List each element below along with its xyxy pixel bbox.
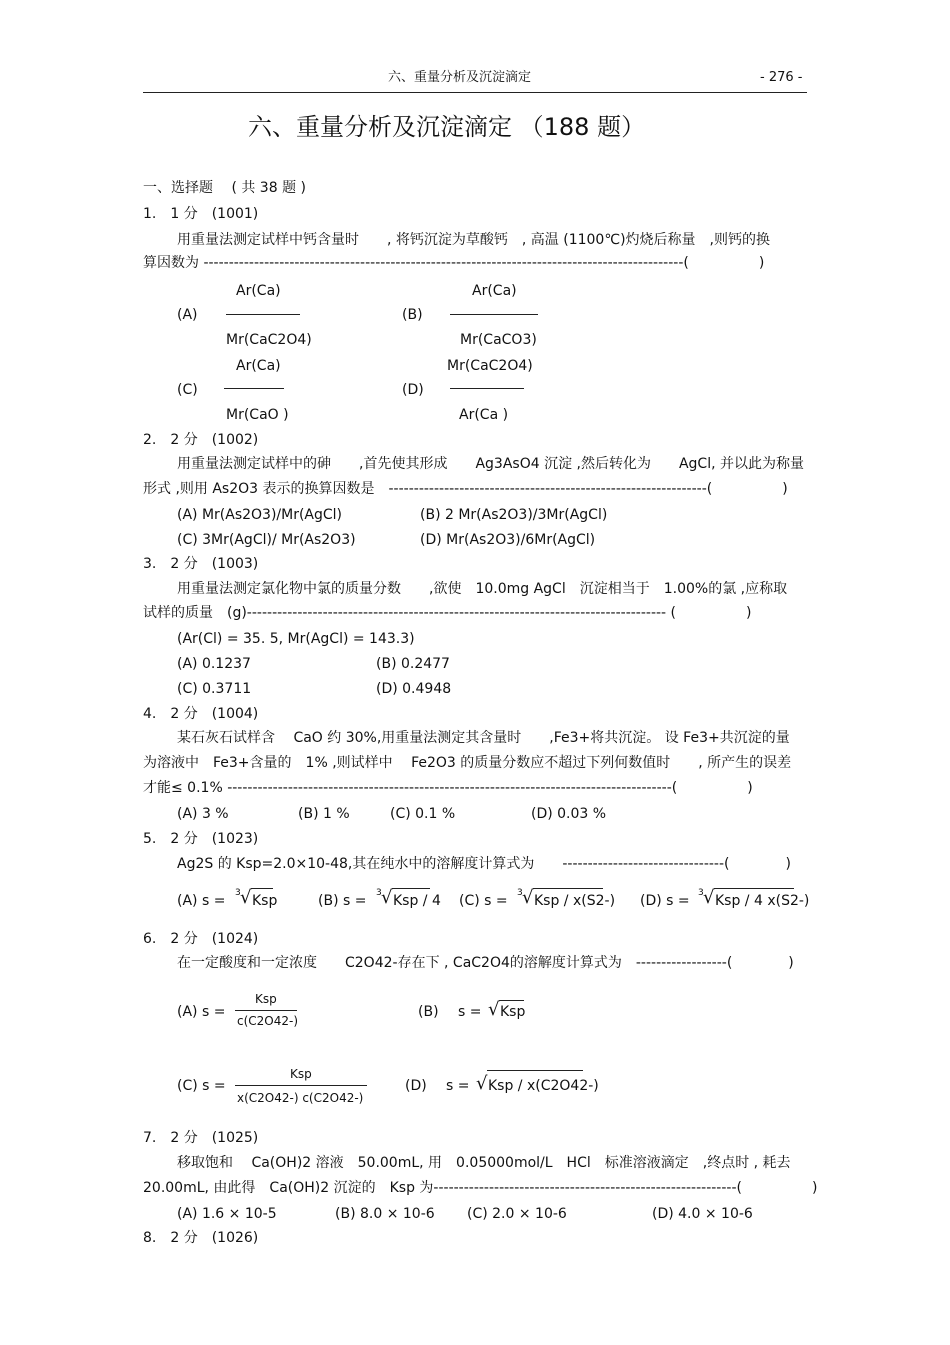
q4-option-a: (A) 3 % bbox=[177, 806, 229, 822]
q6-option-a-numerator: Ksp bbox=[255, 992, 277, 1006]
q1-option-a-denominator: Mr(CaC2O4) bbox=[226, 332, 312, 348]
q6-option-b-s: s = bbox=[458, 1004, 482, 1020]
q3-heading: 3. 2 分 (1003) bbox=[143, 556, 259, 572]
q2-option-a: (A) Mr(As2O3)/Mr(AgCl) bbox=[177, 507, 343, 523]
q6-stem-line1: 在一定酸度和一定浓度 C2O42-存在下 , CaC2O4的溶解度计算式为 ------------------( ) bbox=[177, 955, 794, 971]
q7-option-b: (B) 8.0 × 10-6 bbox=[335, 1206, 435, 1222]
q3-option-d: (D) 0.4948 bbox=[376, 681, 452, 697]
q1-option-b-fraction-bar bbox=[450, 314, 538, 315]
q5-option-d-label: (D) s = bbox=[640, 893, 690, 909]
q6-option-b-label: (B) bbox=[418, 1004, 439, 1020]
q4-heading: 4. 2 分 (1004) bbox=[143, 706, 259, 722]
q4-stem-line3: 才能≤ 0.1% ----------------------------------------------------------------------------------------( ) bbox=[143, 780, 753, 796]
q5-option-a-radical-bar bbox=[251, 888, 273, 889]
q5-option-d-radical-icon: √ bbox=[703, 887, 715, 908]
q1-stem-line2: 算因数为 -----------------------------------------------------------------------------------------------( ) bbox=[143, 255, 765, 271]
q7-stem-line2: 20.00mL, 由此得 Ca(OH)2 沉淀的 Ksp 为------------------------------------------------------------( ) bbox=[143, 1180, 818, 1196]
q5-option-b-radical-icon: √ bbox=[381, 887, 393, 908]
q6-option-a-denominator: c(C2O42-) bbox=[237, 1014, 299, 1028]
q6-option-d-radical-bar bbox=[487, 1070, 583, 1071]
q5-stem-line1: Ag2S 的 Ksp=2.0×10-48,其在纯水中的溶解度计算式为 --------------------------------( ) bbox=[177, 856, 791, 872]
q5-option-d-radical-bar bbox=[714, 888, 794, 889]
q7-option-a: (A) 1.6 × 10-5 bbox=[177, 1206, 277, 1222]
q4-option-b: (B) 1 % bbox=[298, 806, 350, 822]
q5-option-d-radicand: Ksp / 4 x(S2-) bbox=[715, 893, 810, 909]
q1-option-d-fraction-bar bbox=[450, 388, 524, 389]
q1-option-d-denominator: Ar(Ca ) bbox=[459, 407, 509, 423]
q7-heading: 7. 2 分 (1025) bbox=[143, 1130, 259, 1146]
q5-option-c-radical-bar bbox=[533, 888, 603, 889]
q1-option-a-numerator: Ar(Ca) bbox=[236, 283, 281, 299]
q5-option-c-radicand: Ksp / x(S2-) bbox=[534, 893, 616, 909]
q6-option-c-numerator: Ksp bbox=[290, 1067, 312, 1081]
q6-option-d-s: s = bbox=[446, 1078, 470, 1094]
q2-option-c: (C) 3Mr(AgCl)/ Mr(As2O3) bbox=[177, 532, 356, 548]
q1-option-c-label: (C) bbox=[177, 382, 198, 398]
q5-option-a-radical-icon: √ bbox=[240, 887, 252, 908]
q3-stem-line2: 试样的质量 (g)----------------------------------------------------------------------------------- ( ) bbox=[143, 605, 752, 621]
header-rule bbox=[143, 92, 807, 93]
q1-heading: 1. 1 分 (1001) bbox=[143, 206, 259, 222]
q5-option-a-root-index: 3 bbox=[235, 888, 241, 898]
q1-option-a-label: (A) bbox=[177, 307, 198, 323]
q1-option-c-denominator: Mr(CaO ) bbox=[226, 407, 289, 423]
q6-option-d-radical-icon: √ bbox=[476, 1073, 488, 1094]
q5-option-b-root-index: 3 bbox=[376, 888, 382, 898]
q4-option-d: (D) 0.03 % bbox=[531, 806, 607, 822]
q3-option-a: (A) 0.1237 bbox=[177, 656, 251, 672]
q3-given-data: (Ar(Cl) = 35. 5, Mr(AgCl) = 143.3) bbox=[177, 631, 415, 647]
q5-option-a-radicand: Ksp bbox=[252, 893, 278, 909]
q6-option-b-radicand: Ksp bbox=[500, 1004, 526, 1020]
q6-option-b-radical-icon: √ bbox=[488, 999, 500, 1020]
q5-option-b-radicand: Ksp / 4 bbox=[393, 893, 441, 909]
q6-option-a-label: (A) s = bbox=[177, 1004, 226, 1020]
q7-option-c: (C) 2.0 × 10-6 bbox=[467, 1206, 567, 1222]
q6-option-d-radicand: Ksp / x(C2O42-) bbox=[488, 1078, 599, 1094]
page-title: 六、重量分析及沉淀滴定 （188 题） bbox=[248, 113, 646, 141]
q6-heading: 6. 2 分 (1024) bbox=[143, 931, 259, 947]
q1-option-d-label: (D) bbox=[402, 382, 424, 398]
q6-option-c-label: (C) s = bbox=[177, 1078, 226, 1094]
q1-stem-line1: 用重量法测定试样中钙含量时 , 将钙沉淀为草酸钙 , 高温 (1100℃)灼烧后称量 ,则钙的换 bbox=[177, 232, 770, 248]
q1-option-b-label: (B) bbox=[402, 307, 423, 323]
page-number: - 276 - bbox=[760, 70, 803, 85]
q5-option-d-root-index: 3 bbox=[698, 888, 704, 898]
q4-stem-line1: 某石灰石试样含 CaO 约 30%,用重量法测定其含量时 ,Fe3+将共沉淀。 设 Fe3+共沉淀的量 bbox=[177, 730, 790, 746]
q1-option-d-numerator: Mr(CaC2O4) bbox=[447, 358, 533, 374]
q6-option-b-radical-bar bbox=[499, 1000, 524, 1001]
q3-option-b: (B) 0.2477 bbox=[376, 656, 450, 672]
q1-option-a-fraction-bar bbox=[226, 314, 300, 315]
q6-option-c-denominator: x(C2O42-) c(C2O42-) bbox=[237, 1091, 364, 1105]
running-header-title: 六、重量分析及沉淀滴定 bbox=[388, 70, 532, 85]
q1-option-b-denominator: Mr(CaCO3) bbox=[460, 332, 537, 348]
q2-stem-line2: 形式 ,则用 As2O3 表示的换算因数是 ---------------------------------------------------------------( ) bbox=[143, 481, 788, 497]
q1-option-c-numerator: Ar(Ca) bbox=[236, 358, 281, 374]
q1-option-c-fraction-bar bbox=[224, 388, 284, 389]
q6-option-c-fraction-bar bbox=[235, 1085, 367, 1086]
q8-heading: 8. 2 分 (1026) bbox=[143, 1230, 259, 1246]
q3-stem-line1: 用重量法测定氯化物中氯的质量分数 ,欲使 10.0mg AgCl 沉淀相当于 1.00%的氯 ,应称取 bbox=[177, 581, 788, 597]
q2-heading: 2. 2 分 (1002) bbox=[143, 432, 259, 448]
q5-option-b-radical-bar bbox=[392, 888, 430, 889]
q2-option-b: (B) 2 Mr(As2O3)/3Mr(AgCl) bbox=[420, 507, 608, 523]
q5-option-c-radical-icon: √ bbox=[522, 887, 534, 908]
q5-option-b-label: (B) s = bbox=[318, 893, 367, 909]
q6-option-d-label: (D) bbox=[405, 1078, 427, 1094]
q2-stem-line1: 用重量法测定试样中的砷 ,首先使其形成 Ag3AsO4 沉淀 ,然后转化为 AgCl, 并以此为称量 bbox=[177, 456, 804, 472]
q6-option-a-fraction-bar bbox=[235, 1010, 297, 1011]
q4-option-c: (C) 0.1 % bbox=[390, 806, 456, 822]
q5-option-a-label: (A) s = bbox=[177, 893, 226, 909]
q4-stem-line2: 为溶液中 Fe3+含量的 1% ,则试样中 Fe2O3 的质量分数应不超过下列何数值时 , 所产生的误差 bbox=[143, 755, 792, 771]
q5-option-c-root-index: 3 bbox=[517, 888, 523, 898]
q5-heading: 5. 2 分 (1023) bbox=[143, 831, 259, 847]
q7-option-d: (D) 4.0 × 10-6 bbox=[652, 1206, 753, 1222]
q5-option-c-label: (C) s = bbox=[459, 893, 508, 909]
q3-option-c: (C) 0.3711 bbox=[177, 681, 252, 697]
q2-option-d: (D) Mr(As2O3)/6Mr(AgCl) bbox=[420, 532, 596, 548]
q7-stem-line1: 移取饱和 Ca(OH)2 溶液 50.00mL, 用 0.05000mol/L HCl 标准溶液滴定 ,终点时 , 耗去 bbox=[177, 1155, 791, 1171]
q1-option-b-numerator: Ar(Ca) bbox=[472, 283, 517, 299]
section-heading: 一、选择题 ( 共 38 题 ) bbox=[143, 180, 306, 196]
